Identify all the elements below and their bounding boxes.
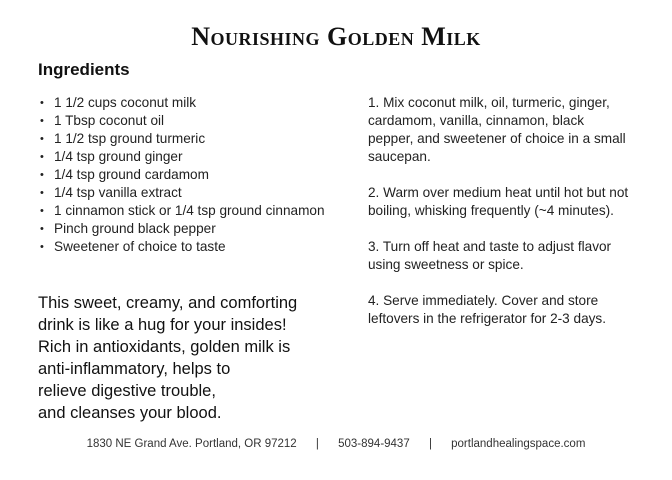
instructions	[368, 94, 633, 346]
description-line: anti-inflammatory, helps to	[38, 360, 231, 378]
description-line: Rich in antioxidants, golden milk is	[38, 338, 291, 356]
ingredient-item: • 1 1/2 tsp ground turmeric	[38, 130, 338, 148]
footer-address: 1830 NE Grand Ave. Portland, OR 97212	[86, 438, 297, 450]
ingredients-list	[38, 94, 338, 256]
footer-website: portlandhealingspace.com	[451, 438, 586, 450]
ingredient-item: • Sweetener of choice to taste	[38, 238, 338, 256]
ingredient-item: • Pinch ground black pepper	[38, 220, 338, 238]
ingredient-item: • 1 1/2 cups coconut milk	[38, 94, 338, 112]
instruction-step: 3. Turn off heat and taste to adjust flavor using sweetness or spice.	[368, 239, 612, 272]
instruction-step: 1. Mix coconut milk, oil, turmeric, ginger, cardamom, vanilla, cinnamon, black pepper, and sweetener of choice in a small saucepan.	[368, 95, 626, 164]
footer-phone: 503-894-9437	[338, 438, 410, 450]
instruction-step: 2. Warm over medium heat until hot but not boiling, whisking frequently (~4 minutes).	[368, 185, 629, 218]
ingredient-item: • 1/4 tsp vanilla extract	[38, 184, 338, 202]
description-line: relieve digestive trouble,	[38, 382, 216, 400]
description-line: This sweet, creamy, and comforting	[38, 294, 298, 312]
footer	[0, 438, 672, 450]
description-line: drink is like a hug for your insides!	[38, 316, 287, 334]
description-blurb	[38, 292, 313, 424]
ingredient-item: • 1 cinnamon stick or 1/4 tsp ground cinnamon	[38, 202, 338, 220]
ingredient-item: • 1/4 tsp ground cardamom	[38, 166, 338, 184]
recipe-title: Nourishing Golden Milk	[191, 22, 481, 51]
footer-separator: |	[428, 438, 432, 450]
instruction-step: 4. Serve immediately. Cover and store leftovers in the refrigerator for 2-3 days.	[368, 293, 606, 326]
footer-separator: |	[315, 438, 319, 450]
ingredients-heading: Ingredients	[38, 60, 130, 79]
ingredient-item: • 1/4 tsp ground ginger	[38, 148, 338, 166]
description-line: and cleanses your blood.	[38, 404, 222, 422]
ingredient-item: • 1 Tbsp coconut oil	[38, 112, 338, 130]
